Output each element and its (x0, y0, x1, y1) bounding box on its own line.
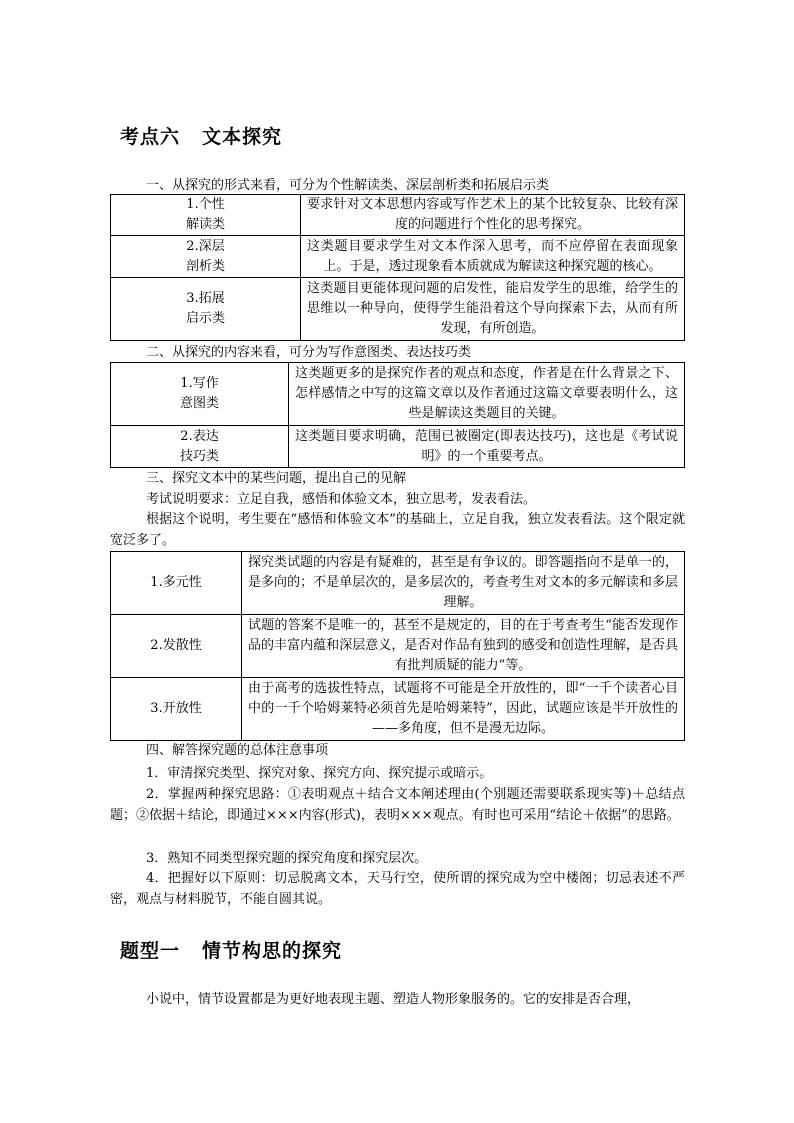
section-name: 文本探究 (202, 126, 283, 148)
row-desc: 这类题目更能体现问题的启发性，能启发学生的思维，给学生的思维以一种导向，使得学生能沿着这个导向探索下去，从而有所发现，有所创造。 (301, 278, 685, 341)
closing-paragraph: 小说中，情节设置都是为更好地表现主题、塑造人物形象服务的。它的安排是否合理， (146, 992, 641, 1007)
row-desc: 试题的答案不是唯一的，甚至不是规定的，目的在于考查考生“能否发现作品的丰富内蕴和深层意义，是否对作品有独到的感受和创造性理解，是否具有批判质疑的能力”等。 (242, 615, 685, 678)
part4-item: 1．审清探究类型、探究对象、探究方向、探究提示或暗示。 (146, 766, 493, 781)
table-row (111, 278, 685, 341)
key-line: 2.深层 (186, 238, 225, 254)
row-key (111, 278, 301, 341)
type-name: 情节构思的探究 (202, 940, 343, 962)
row-key (111, 195, 301, 236)
row-key: 1.多元性 (111, 552, 242, 615)
table-row (111, 195, 685, 236)
part4-item: 3．熟知不同类型探究题的探究角度和探究层次。 (146, 851, 428, 866)
row-key (111, 426, 289, 468)
row-key: 3.开放性 (111, 678, 242, 741)
type-number: 题型一 (120, 940, 181, 962)
exploration-traits-table (110, 551, 685, 741)
row-desc: 这类题目要求明确，范围已被圈定(即表达技巧)，这也是《考试说明》的一个重要考点。 (289, 426, 685, 468)
part3-paragraph: 根据这个说明，考生要在“感悟和体验文本”的基础上，立足自我，独立发表看法。这个限定就宽泛多了。 (110, 512, 685, 548)
row-key: 2.发散性 (111, 615, 242, 678)
row-desc: 由于高考的选拔性特点，试题将不可能是全开放性的，即“一千个读者心目中的一千个哈姆莱特必须首先是哈姆莱特”，因此，试题应该是半开放性的——多角度，但不是漫无边际。 (242, 678, 685, 741)
key-line: 1.个性 (186, 197, 225, 212)
table-row (111, 236, 685, 278)
key-line: 剖析类 (185, 258, 225, 274)
table-row (111, 678, 685, 741)
table-row (111, 615, 685, 678)
row-desc: 要求针对文本思想内容或写作艺术上的某个比较复杂、比较有深度的问题进行个性化的思考探究。 (301, 195, 685, 236)
part3-heading: 三、探究文本中的某些问题，提出自己的见解 (146, 471, 407, 486)
table-row (111, 426, 685, 468)
section-number: 考点六 (120, 126, 181, 148)
row-key (111, 236, 301, 278)
key-line: 1.写作 (180, 376, 219, 391)
part2-heading: 二、从探究的内容来看，可分为写作意图类、表达技巧类 (146, 345, 472, 360)
row-desc: 这类题目要求学生对文本作深入思考，而不应停留在表面现象上。于是，透过现象看本质就成为解读这种探究题的核心。 (301, 236, 685, 278)
row-key (111, 363, 289, 426)
key-line: 解读类 (185, 217, 225, 232)
part4-item: 4．把握好以下原则：切忌脱离文本，天马行空，使所谓的探究成为空中楼阁；切忌表述不严密，观点与材料脱节，不能自圆其说。 (110, 871, 685, 907)
key-line: 技巧类 (179, 448, 219, 464)
key-line: 2.表达 (180, 428, 219, 444)
row-desc: 探究类试题的内容是有疑难的，甚至是有争议的。即答题指向不是单一的，是多向的；不是单层次的，是多层次的，考查考生对文本的多元解读和多层理解。 (242, 552, 685, 615)
table-row (111, 552, 685, 615)
table-row (111, 363, 685, 426)
section-title (120, 122, 282, 149)
type-title (120, 936, 342, 963)
part3-requirement: 考试说明要求：立足自我，感悟和体验文本，独立思考，发表看法。 (146, 492, 537, 507)
content-types-table (110, 362, 685, 468)
form-types-table (110, 194, 685, 341)
row-desc: 这类题更多的是探究作者的观点和态度，作者是在什么背景之下、怎样感情之中写的这篇文章以及作者通过这篇文章要表明什么，这些是解读这类题目的关键。 (289, 363, 685, 426)
key-line: 3.拓展 (186, 291, 225, 306)
key-line: 意图类 (179, 396, 219, 411)
key-line: 启示类 (185, 311, 225, 326)
part4-heading: 四、解答探究题的总体注意事项 (146, 743, 329, 758)
part1-heading: 一、从探究的形式来看，可分为个性解读类、深层剖析类和拓展启示类 (146, 178, 550, 193)
part4-item: 2．掌握两种探究思路：①表明观点＋结合文本阐述理由(个别题还需要联系现实等)＋总结点题；②依据＋结论，即通过×××内容(形式)，表明×××观点。有时也可采用“结论＋依据”的思路。 (110, 787, 685, 823)
